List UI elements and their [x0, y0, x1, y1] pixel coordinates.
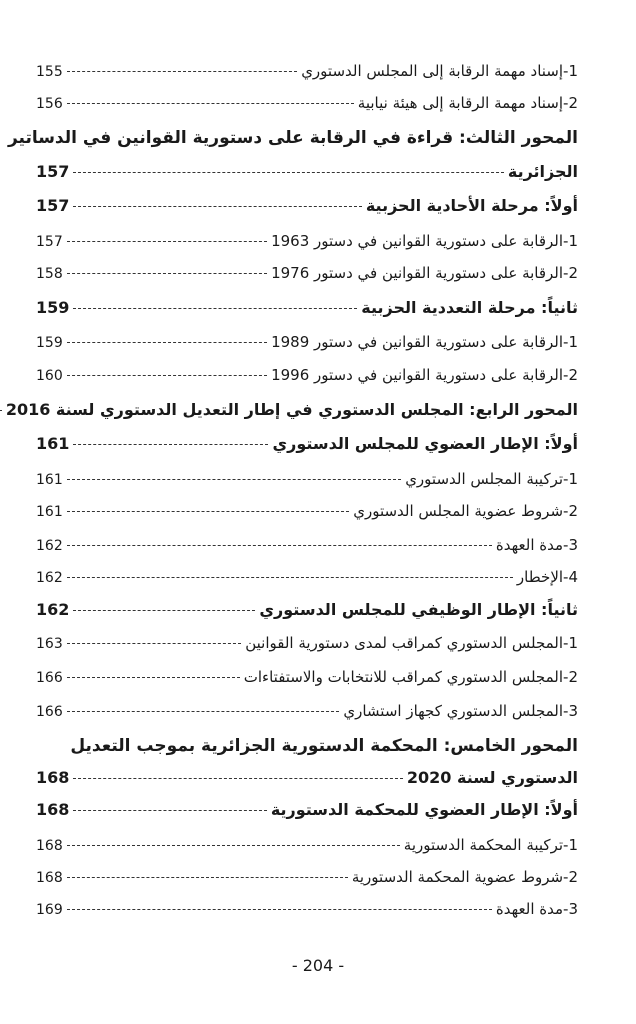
toc-entry-title: 2-الرقابة على دستورية القوانين في دستور 1996: [271, 366, 578, 384]
toc-entry-title: ثانياً: مرحلة التعددية الحزبية: [361, 298, 578, 317]
toc-entry-title: 1-تركيبة المجلس الدستوري: [405, 470, 578, 488]
toc-subheading: [36, 196, 578, 215]
toc-entry: [36, 366, 578, 384]
toc-entry: [36, 836, 578, 854]
dot-leader: [67, 577, 513, 578]
toc-entry: [36, 668, 578, 686]
toc-entry-page: 159: [36, 298, 70, 317]
toc-entry-title: 2-شروط عضوية المحكمة الدستورية: [351, 868, 578, 886]
toc-entry-title: 1-المجلس الدستوري كمراقب لمدى دستورية القوانين: [245, 634, 578, 652]
toc-entry-page: 155: [36, 64, 63, 80]
toc-entry: [36, 62, 578, 80]
toc-entry-page: 162: [36, 538, 63, 554]
toc-entry-page: 169: [36, 902, 63, 918]
toc-entry-page: 161: [36, 434, 70, 453]
toc-entry-page: 161: [36, 472, 63, 488]
dot-leader: [73, 308, 357, 309]
toc-entry-title: 1-إسناد مهمة الرقابة إلى المجلس الدستوري: [301, 62, 578, 80]
dot-leader: [73, 810, 266, 811]
toc-entry-title: 4-الإخطار: [516, 568, 578, 586]
toc-entry-title: 2-الرقابة على دستورية القوانين في دستور 1976: [271, 264, 578, 282]
toc-entry-page: 163: [36, 636, 63, 652]
toc-entry-page: 168: [36, 800, 70, 819]
toc-entry-title: الدستوري لسنة 2020: [406, 768, 578, 787]
dot-leader: [67, 241, 267, 242]
toc-entry-title: الجزائرية: [507, 162, 578, 181]
toc-entry-title: 1-تركيبة المحكمة الدستورية: [403, 836, 578, 854]
toc-entry: [36, 702, 578, 720]
toc-entry: [36, 502, 578, 520]
toc-entry-page: 168: [36, 870, 63, 886]
dot-leader: [67, 342, 267, 343]
toc-section-heading: [36, 162, 578, 181]
toc-entry: [36, 568, 578, 586]
toc-entry-page: 157: [36, 234, 63, 250]
toc-entry-page: 162: [36, 600, 70, 619]
dot-leader: [67, 677, 240, 678]
dot-leader: [67, 103, 354, 104]
toc-subheading: [36, 800, 578, 819]
dot-leader: [67, 845, 400, 846]
toc-entry-title: أولاً: مرحلة الأحادية الحزبية: [365, 196, 578, 215]
toc-entry-page: 157: [36, 196, 70, 215]
toc-entry-page: 166: [36, 704, 63, 720]
toc-entry-page: 157: [36, 162, 70, 181]
toc-entry-page: 166: [36, 670, 63, 686]
toc-entry-title: أولاً: الإطار العضوي للمجلس الدستوري: [272, 434, 578, 453]
dot-leader: [73, 610, 255, 611]
dot-leader: [67, 909, 492, 910]
toc-entry: [36, 94, 578, 112]
dot-leader: [67, 273, 267, 274]
toc-entry-title: 1-الرقابة على دستورية القوانين في دستور 1989: [271, 333, 578, 351]
dot-leader: [67, 545, 492, 546]
toc-entry-page: 168: [36, 768, 70, 787]
toc-entry-title: 3-المجلس الدستوري كجهاز استشاري: [343, 702, 578, 720]
toc-entry-page: 159: [36, 335, 63, 351]
toc-entry-page: 168: [36, 838, 63, 854]
toc-entry-title: أولاً: الإطار العضوي للمحكمة الدستورية: [270, 800, 578, 819]
toc-entry-title: 2-شروط عضوية المجلس الدستوري: [353, 502, 578, 520]
toc-section-heading-line1: المحور الثالث: قراءة في الرقابة على دستورية القوانين في الدساتير: [7, 128, 578, 148]
page-number: - 204 -: [291, 956, 345, 975]
dot-leader: [0, 410, 2, 411]
dot-leader: [73, 206, 361, 207]
dot-leader: [67, 643, 241, 644]
toc-entry: [36, 333, 578, 351]
toc-entry-title: المحور الرابع: المجلس الدستوري في إطار التعديل الدستوري لسنة 2016: [5, 400, 578, 419]
toc-entry: [36, 470, 578, 488]
toc-entry: [36, 232, 578, 250]
toc-entry-title: 1-الرقابة على دستورية القوانين في دستور 1963: [271, 232, 578, 250]
toc-section-heading: [5, 400, 578, 419]
toc-section-heading-line1: المحور الخامس: المحكمة الدستورية الجزائرية بموجب التعديل: [70, 736, 578, 756]
toc-entry: [36, 536, 578, 554]
dot-leader: [67, 71, 297, 72]
toc-subheading: [36, 600, 578, 619]
toc-entry-title: 2-إسناد مهمة الرقابة إلى هيئة نيابية: [357, 94, 578, 112]
toc-section-heading: [36, 768, 578, 787]
dot-leader: [67, 711, 340, 712]
toc-entry: [36, 634, 578, 652]
dot-leader: [67, 479, 401, 480]
toc-entry-title: 3-مدة العهدة: [495, 900, 578, 918]
toc-entry-page: 156: [36, 96, 63, 112]
toc-entry: [36, 264, 578, 282]
toc-entry-page: 161: [36, 504, 63, 520]
toc-entry: [36, 900, 578, 918]
toc-entry: [36, 868, 578, 886]
toc-entry-title: 2-المجلس الدستوري كمراقب للانتخابات والاستفتاءات: [243, 668, 578, 686]
toc-entry-title: ثانياً: الإطار الوظيفي للمجلس الدستوري: [259, 600, 578, 619]
dot-leader: [73, 778, 402, 779]
toc-entry-page: 160: [36, 368, 63, 384]
dot-leader: [67, 375, 267, 376]
dot-leader: [67, 511, 349, 512]
toc-entry-page: 162: [36, 570, 63, 586]
toc-subheading: [36, 434, 578, 453]
toc-entry-title: 3-مدة العهدة: [495, 536, 578, 554]
dot-leader: [67, 877, 348, 878]
dot-leader: [73, 172, 503, 173]
toc-entry-page: 158: [36, 266, 63, 282]
toc-subheading: [36, 298, 578, 317]
dot-leader: [73, 444, 268, 445]
